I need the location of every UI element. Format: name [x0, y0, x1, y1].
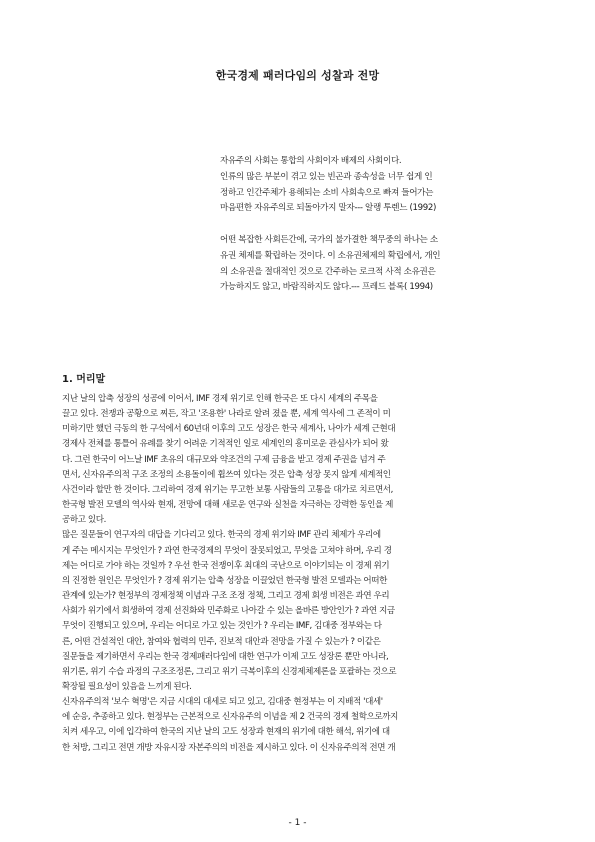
body-line: 미하기만 했던 극동의 한 구석에서 60년대 이후의 고도 성장은 한국 세계사, 나아가 세계 근현대	[62, 424, 396, 435]
body-line: 른, 어떤 건설적인 대안, 참여와 협력의 민주, 진보적 대안과 전망을 가질 수 있는가 ? 이같은	[62, 636, 381, 647]
epigraph-touraine	[220, 154, 520, 217]
epigraph-line: 유권 체제를 확립하는 것이다. 이 소유권체제의 확립에서, 개인	[220, 250, 441, 261]
body-line: 확장될 필요성이 있음을 느끼게 된다.	[62, 681, 192, 692]
body-line: 지난 날의 압축 성장의 성공에 이어서, IMF 경제 위기로 인해 한국은 또 다시 세계의 주목을	[62, 394, 378, 404]
body-line: 면서, 신자유주의적 구조 조정의 소용돌이에 휩쓰여 있다는 것은 압축 성장 못지 않게 세계적인	[62, 469, 391, 480]
body-line: 경제사 전체를 통틀어 유례를 찾기 어려운 기적적인 일로 세계인의 흥미로운 관심사가 되어 왔	[62, 439, 389, 450]
epigraph-line: 어떤 복잡한 사회든간에, 국가의 불가결한 책무중의 하나는 소	[220, 235, 438, 245]
page-number: - 1 -	[288, 818, 307, 828]
body-line: 한국형 발전 모델의 역사와 현재, 전망에 대해 새로운 연구와 실천을 자극하는 강력한 동인을 제	[62, 500, 393, 511]
body-line: 다. 그런 한국이 어느날 IMF 초유의 대규모와 약조건의 구제 금융을 받고 경제 주권을 넘겨 주	[62, 454, 386, 465]
epigraph-line: 의 소유권을 절대적인 것으로 간주하는 로크적 사적 소유권은	[220, 266, 436, 277]
epigraph-block	[220, 233, 520, 296]
body-line: 에 순응, 추종하고 있다. 현정부는 근본적으로 신자유주의 이념을 제 2 건국의 경제 철학으로까지	[62, 712, 399, 723]
body-line: 위기론, 위기 수습 과정의 구조조정론, 그리고 위기 극복이후의 신경제체제론을 포괄하는 것으로	[62, 666, 397, 677]
epigraph-line: 가능하지도 않고, 바람직하지도 않다.--- 프레드 블록( 1994)	[220, 282, 433, 293]
body-line: 의 진정한 원인은 무엇인가 ? 경제 위기는 압축 성장을 이끌었던 한국형 발전 모델과는 어떠한	[62, 575, 387, 586]
body-text	[62, 392, 528, 756]
body-line: 사회가 위기에서 회생하여 경제 선진화와 민주화로 나아갈 수 있는 올바른 방안인가 ? 과연 지금	[62, 606, 395, 617]
body-line: 질문들을 제기하면서 우리는 한국 경제패러다임에 대한 연구가 이제 고도 성장론 뿐만 아니라,	[62, 651, 389, 662]
epigraph-line: 자유주의 사회는 통합의 사회이자 배제의 사회이다.	[220, 156, 402, 166]
epigraph-line: 마음편한 자유주의로 되돌아가지 말자--- 알랭 투렌느 (1992)	[220, 203, 437, 214]
body-line: 무엇이 진행되고 있으며, 우리는 어디로 가고 있는 것인가 ? 우리는 IMF, 김대중 정부와는 다	[62, 621, 382, 632]
body-line: 끌고 있다. 전쟁과 공황으로 찌든, 작고 '조용한' 나라로 알려 졌을 뿐, 세계 역사에 그 존적이 미	[62, 409, 391, 420]
document-title: 한국경제 패러다임의 성찰과 전망	[215, 69, 380, 82]
epigraph-line: 인류의 많은 부분이 겪고 있는 빈곤과 종속성을 너무 쉽게 인	[220, 171, 433, 182]
epigraph-line: 정하고 인간주체가 용해되는 소비 사회속으로 빠져 들어가는	[220, 187, 434, 198]
body-line: 사건이라 할만 한 것이다. 그리하여 경제 위기는 무고한 보통 사람들의 고통을 대가로 치르면서,	[62, 484, 393, 495]
body-line: 치켜 세우고, 이에 입각하여 한국의 지난 날의 고도 성장과 현재의 위기에 대한 해석, 위기에 대	[62, 727, 390, 738]
body-line: 한 처방, 그리고 전면 개방 자유시장 자본주의의 비전을 제시하고 있다. 이 신자유주의적 전면 개	[62, 742, 396, 753]
section-heading: 1. 머리말	[62, 374, 106, 385]
body-line: 게 주는 메시지는 무엇인가 ? 과연 한국경제의 무엇이 잘못되었고, 무엇을 고쳐야 하며, 우리 경	[62, 545, 392, 556]
body-line: 제는 어디로 가야 하는 것일까 ? 우선 한국 전쟁이후 최대의 국난으로 이야기되는 이 경제 위기	[62, 560, 390, 571]
body-line: 많은 질문들이 연구자의 대답을 기다리고 있다. 한국의 경제 위기와 IMF 관리 체제가 우리에	[62, 530, 381, 541]
body-line: 공하고 있다.	[62, 515, 106, 526]
body-line: 관계에 있는가? 현정부의 경제정책 이념과 구조 조정 정책, 그리고 경제 회생 비전은 과연 우리	[62, 591, 390, 602]
body-line: 신자유주의적 '보수 혁명'은 지금 시대의 대세로 되고 있고, 김대중 현정부는 이 지배적 '대세'	[62, 697, 383, 708]
